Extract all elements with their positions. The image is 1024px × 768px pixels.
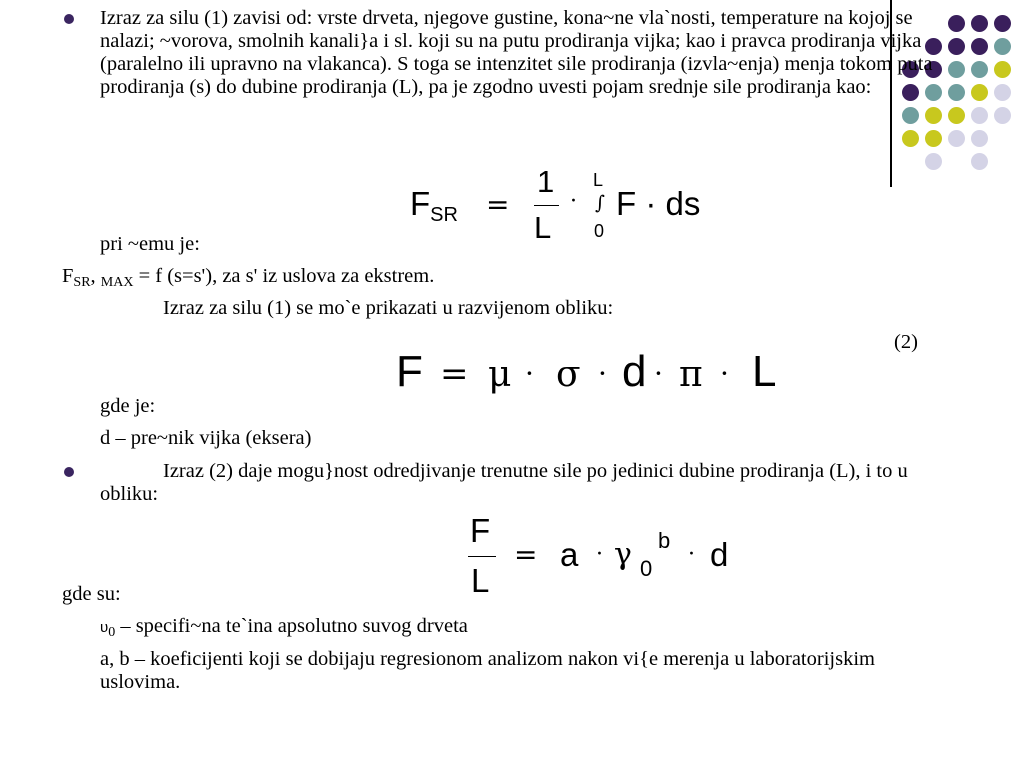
formula2-equals: =	[440, 354, 469, 394]
decorative-dot	[925, 130, 942, 147]
decorative-dot	[902, 130, 919, 147]
decorative-dot	[994, 61, 1011, 78]
formula1-sub: SR	[430, 204, 458, 226]
formula2-l: L	[752, 347, 777, 396]
decorative-dot	[902, 107, 919, 124]
bullet2-text: Izraz (2) daje mogu}nost odredjivanje trenutne sile po jedinici dubine prodiranja (L), i to u obliku:	[100, 460, 908, 505]
gamma-def-symbol: υ	[100, 619, 109, 636]
decorative-dot	[971, 130, 988, 147]
decorative-dot	[948, 107, 965, 124]
decorative-dot	[948, 130, 965, 147]
formula3-gamma-sub: 0	[640, 556, 653, 581]
decorative-dot	[971, 107, 988, 124]
formula1-denominator: L	[534, 210, 552, 245]
formula1-lhs	[410, 187, 458, 225]
formula1-f: F	[410, 185, 431, 222]
formula2-dot2: ·	[598, 357, 607, 390]
ab-definition: a, b – koeficijenti koji se dobijaju regresionom analizom nakon vi{e merenja u laboratorijskim uslovima.	[100, 648, 875, 693]
formula2-dot4: ·	[720, 357, 729, 390]
izraz-razvijeno-text: Izraz za silu (1) se mo`e prikazati u razvijenom obliku:	[163, 297, 614, 319]
decorative-dot	[994, 84, 1011, 101]
d-definition: d – pre~nik vijka (eksera)	[100, 427, 312, 449]
formula3-d: d	[710, 536, 729, 573]
formula3-dot2: ·	[688, 542, 695, 567]
formula3-dot1: ·	[596, 542, 603, 567]
fsr-max-line	[62, 265, 434, 288]
formula1-fraction-bar	[534, 205, 559, 206]
fsr-max-sub-sr: SR	[73, 275, 91, 290]
formula3-fraction-bar	[468, 556, 496, 557]
gamma-def-sub: 0	[108, 625, 116, 640]
decorative-dot	[925, 107, 942, 124]
formula1-dot: ·	[570, 189, 577, 214]
gamma-def-text: – specifi~na te`ina apsolutno suvog drveta	[115, 615, 468, 637]
fsr-max-f: F	[62, 265, 74, 287]
formula3-equals: =	[514, 538, 538, 571]
fsr-max-text: = f (s=s'), za s' iz uslova za ekstrem.	[133, 265, 435, 287]
formula3-exponent: b	[658, 528, 671, 553]
formula1-equals: =	[486, 188, 510, 221]
decorative-dot	[925, 153, 942, 170]
pri-cemu-je-label: pri ~emu je:	[100, 233, 200, 255]
formula1-numerator: 1	[537, 164, 555, 199]
formula2-pi: π	[679, 354, 703, 395]
formula3-gamma: γ	[614, 537, 632, 572]
decorative-dot	[971, 38, 988, 55]
formula1-integral-sign: ∫	[595, 192, 605, 214]
formula1-integrand: F · ds	[616, 185, 701, 222]
decorative-dot	[971, 84, 988, 101]
gde-su-label: gde su:	[62, 583, 121, 605]
decorative-dot	[948, 84, 965, 101]
formula3-a: a	[560, 536, 579, 573]
gde-je-label: gde je:	[100, 395, 156, 417]
decorative-dot	[994, 38, 1011, 55]
decorative-dot	[971, 61, 988, 78]
formula1-upper-limit: L	[593, 170, 604, 190]
formula2-dot1: ·	[525, 357, 534, 390]
formula2-sigma: σ	[556, 354, 581, 395]
gamma-definition	[100, 615, 468, 639]
decorative-dot	[971, 15, 988, 32]
bullet1-text: Izraz za silu (1) zavisi od: vrste drveta, njegove gustine, kona~ne vla`nosti, temperature na kojoj se nalazi; ~vorova, smolnih kanali}a i sl. koji su na putu prodiranja vijka; kao i pravca prodiranja vijka (paralelno ili upravno na vlakanca). S toga se intenzitet sile prodiranja (izvla~enja) menja tokom puta prodiranja (s) do dubine prodiranja (L), pa je zgodno uvesti pojam srednje sile prodiranja kao:	[100, 7, 933, 98]
decorative-dot	[948, 15, 965, 32]
fsr-max-comma: ,	[90, 265, 101, 287]
decorative-dot	[948, 61, 965, 78]
equation-number: (2)	[894, 331, 918, 353]
decorative-dot	[994, 107, 1011, 124]
decorative-dot	[948, 38, 965, 55]
formula3-numerator: F	[470, 512, 491, 549]
formula3-denominator: L	[471, 562, 490, 599]
formula2-d: d	[622, 347, 647, 396]
formula2-dot3: ·	[654, 357, 663, 390]
decorative-dot	[994, 15, 1011, 32]
bullet-icon	[64, 14, 74, 24]
formula2-mu: μ	[488, 354, 512, 395]
formula2-f: F	[396, 347, 423, 396]
fsr-max-sub-max: MAX	[100, 275, 134, 290]
decorative-dot	[971, 153, 988, 170]
bullet-icon	[64, 467, 74, 477]
formula1-lower-limit: 0	[594, 221, 605, 241]
